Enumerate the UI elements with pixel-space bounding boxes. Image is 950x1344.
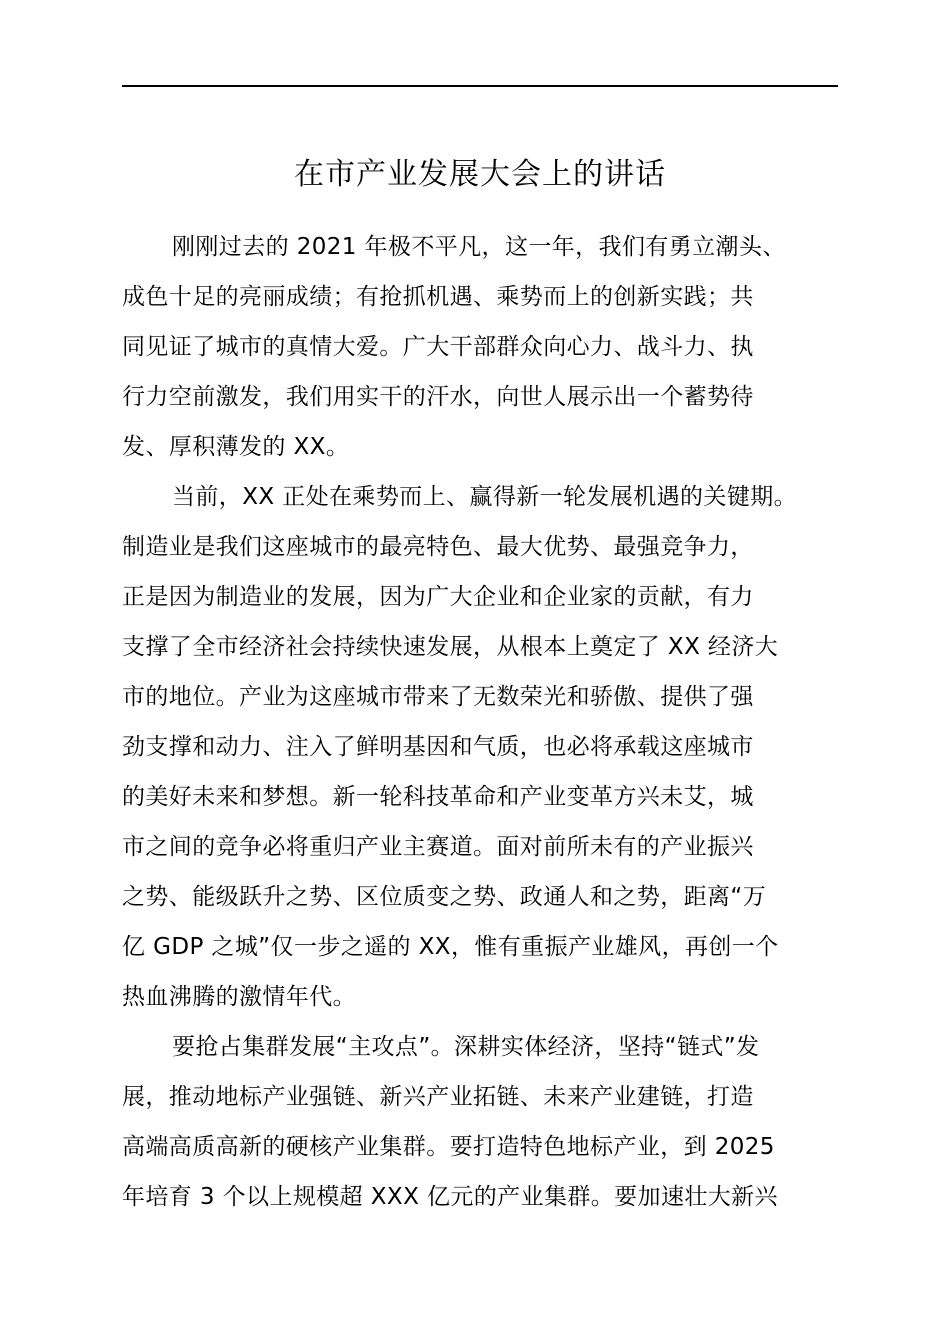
document-title: 在市产业发展大会上的讲话 (294, 157, 666, 192)
paragraph-line: 之势、能级跃升之势、区位质变之势、政通人和之势，距离“万 (122, 884, 767, 910)
paragraph-line: 要抢占集群发展“主攻点”。深耕实体经济，坚持“链式”发 (172, 1034, 760, 1060)
header-rule (122, 85, 838, 87)
paragraph-line: 热血沸腾的激情年代。 (122, 984, 356, 1010)
paragraph-line: 同见证了城市的真情大爱。广大干部群众向心力、战斗力、执 (122, 334, 754, 360)
paragraph-line: 亿 GDP 之城”仅一步之遥的 XX，惟有重振产业雄风，再创一个 (122, 934, 779, 960)
paragraph-line: 市之间的竞争必将重归产业主赛道。面对前所未有的产业振兴 (122, 834, 754, 860)
paragraph-line: 刚刚过去的 2021 年极不平凡，这一年，我们有勇立潮头、 (172, 234, 786, 260)
paragraph-line: 市的地位。产业为这座城市带来了无数荣光和骄傲、提供了强 (122, 684, 754, 710)
paragraph-line: 支撑了全市经济社会持续快速发展，从根本上奠定了 XX 经济大 (122, 634, 779, 660)
paragraph-line: 发、厚积薄发的 XX。 (122, 434, 350, 460)
paragraph-line: 制造业是我们这座城市的最亮特色、最大优势、最强竞争力， (122, 534, 754, 560)
paragraph-line: 年培育 3 个以上规模超 XXX 亿元的产业集群。要加速壮大新兴 (122, 1184, 778, 1210)
paragraph-line: 正是因为制造业的发展，因为广大企业和企业家的贡献，有力 (122, 584, 754, 610)
paragraph-line: 高端高质高新的硬核产业集群。要打造特色地标产业，到 2025 (122, 1134, 775, 1160)
paragraph-line: 当前，XX 正处在乘势而上、赢得新一轮发展机遇的关键期。 (172, 484, 798, 510)
paragraph-line: 的美好未来和梦想。新一轮科技革命和产业变革方兴未艾，城 (122, 784, 754, 810)
paragraph-line: 行力空前激发，我们用实干的汗水，向世人展示出一个蓄势待 (122, 384, 754, 410)
paragraph-line: 劲支撑和动力、注入了鲜明基因和气质，也必将承载这座城市 (122, 734, 754, 760)
paragraph-line: 展，推动地标产业强链、新兴产业拓链、未来产业建链，打造 (122, 1084, 754, 1110)
paragraph-line: 成色十足的亮丽成绩；有抢抓机遇、乘势而上的创新实践；共 (122, 284, 754, 310)
